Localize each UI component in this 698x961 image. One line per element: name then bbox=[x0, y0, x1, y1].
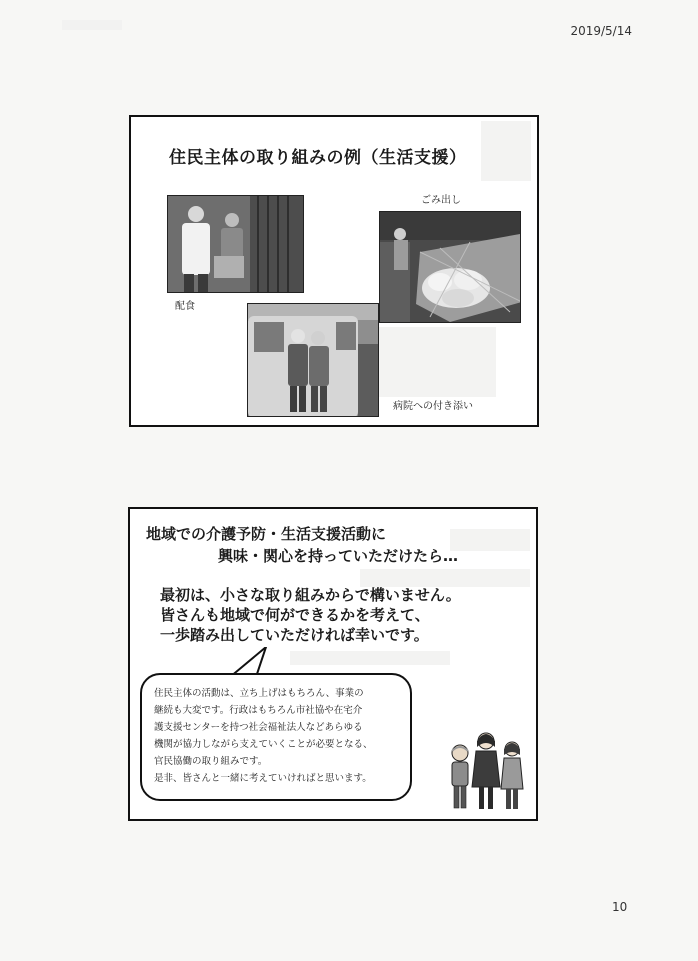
bleed-through bbox=[481, 121, 531, 181]
three-people-illustration-icon bbox=[446, 721, 526, 813]
bubble-line: 護支援センターを持つ社会福祉法人などあらゆる bbox=[154, 722, 363, 733]
bubble-line: 継続も大変です。行政はもちろん市社協や在宅介 bbox=[154, 705, 363, 716]
bleed-through bbox=[450, 529, 530, 551]
body-line: 最初は、小さな取り組みからで構いません。 bbox=[160, 586, 461, 604]
body-line: 皆さんも地域で何ができるかを考えて、 bbox=[160, 606, 430, 624]
caption-garbage: ごみ出し bbox=[421, 195, 461, 206]
slide-invitation bbox=[128, 507, 538, 821]
speech-bubble bbox=[140, 673, 412, 801]
heading-line-2: 興味・関心を持っていただけたら… bbox=[218, 547, 459, 565]
slide-body bbox=[160, 585, 461, 645]
hospital-escort-photo bbox=[247, 303, 379, 417]
bubble-line: 官民協働の取り組みです。 bbox=[154, 756, 268, 767]
bleed-through bbox=[376, 327, 496, 397]
bubble-line: 住民主体の活動は、立ち上げはもちろん、事業の bbox=[154, 688, 364, 699]
body-line: 一歩踏み出していただければ幸いです。 bbox=[160, 626, 429, 644]
bubble-line: 機関が協力しながら支えていくことが必要となる、 bbox=[154, 739, 373, 750]
bubble-text bbox=[154, 685, 406, 787]
slide-life-support-examples bbox=[129, 115, 539, 427]
garbage-collection-photo bbox=[379, 211, 521, 323]
bubble-line: 是非、皆さんと一緒に考えていければと思います。 bbox=[154, 773, 372, 784]
bleed-through bbox=[290, 651, 450, 665]
scan-artifact bbox=[62, 20, 122, 30]
page-number: 10 bbox=[612, 900, 628, 914]
heading-line-1: 地域での介護予防・生活支援活動に bbox=[146, 525, 387, 543]
page-date: 2019/5/14 bbox=[570, 24, 632, 38]
caption-meal: 配食 bbox=[175, 301, 195, 312]
meal-delivery-photo bbox=[167, 195, 304, 293]
slide-heading bbox=[146, 523, 458, 567]
caption-hospital: 病院への付き添い bbox=[393, 401, 473, 412]
slide-title: 住民主体の取り組みの例（生活支援） bbox=[169, 148, 467, 168]
